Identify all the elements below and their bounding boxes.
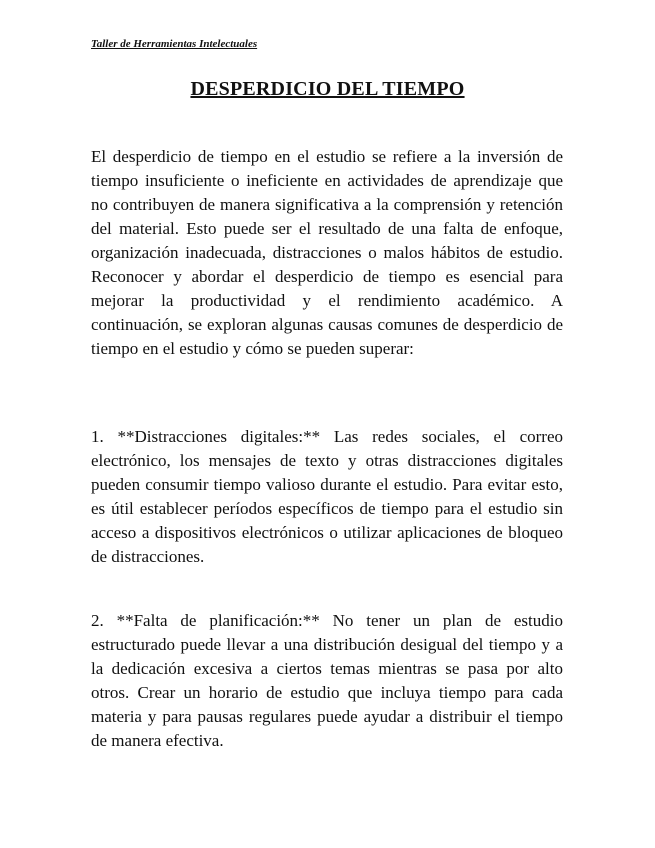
intro-paragraph: El desperdicio de tiempo en el estudio se refiere a la inversión de tiempo insuficiente o ineficiente en actividades de aprendizaje que no contribuyen de manera significativa a la comprensión y retención del material. Esto puede ser el resultado de una falta de enfoque, organización inadecuada, distracciones o malos hábitos de estudio. Reconocer y abordar el desperdicio de tiempo es esencial para mejorar la productividad y el rendimiento académico. A continuación, se exploran algunas causas comunes de desperdicio de tiempo en el estudio y cómo se pueden superar:	[91, 147, 563, 358]
running-header: Taller de Herramientas Intelectuales	[91, 38, 258, 50]
paragraph-falta-de-planificacion: 2. **Falta de planificación:** No tener un plan de estudio estructurado puede llevar a una distribución desigual del tiempo y a la dedicación excesiva a ciertos temas mientras se pasa por alto otros. Crear un horario de estudio que incluya tiempo para cada materia y para pausas regulares puede ayudar a distribuir el tiempo de manera efectiva.	[91, 611, 563, 750]
page-title: DESPERDICIO DEL TIEMPO	[190, 78, 465, 100]
paragraph-distracciones-digitales: 1. **Distracciones digitales:** Las redes sociales, el correo electrónico, los mensajes de texto y otras distracciones digitales pueden consumir tiempo valioso durante el estudio. Para evitar esto, es útil establecer períodos específicos de tiempo para el estudio sin acceso a dispositivos electrónicos o utilizar aplicaciones de bloqueo de distracciones.	[91, 427, 563, 566]
